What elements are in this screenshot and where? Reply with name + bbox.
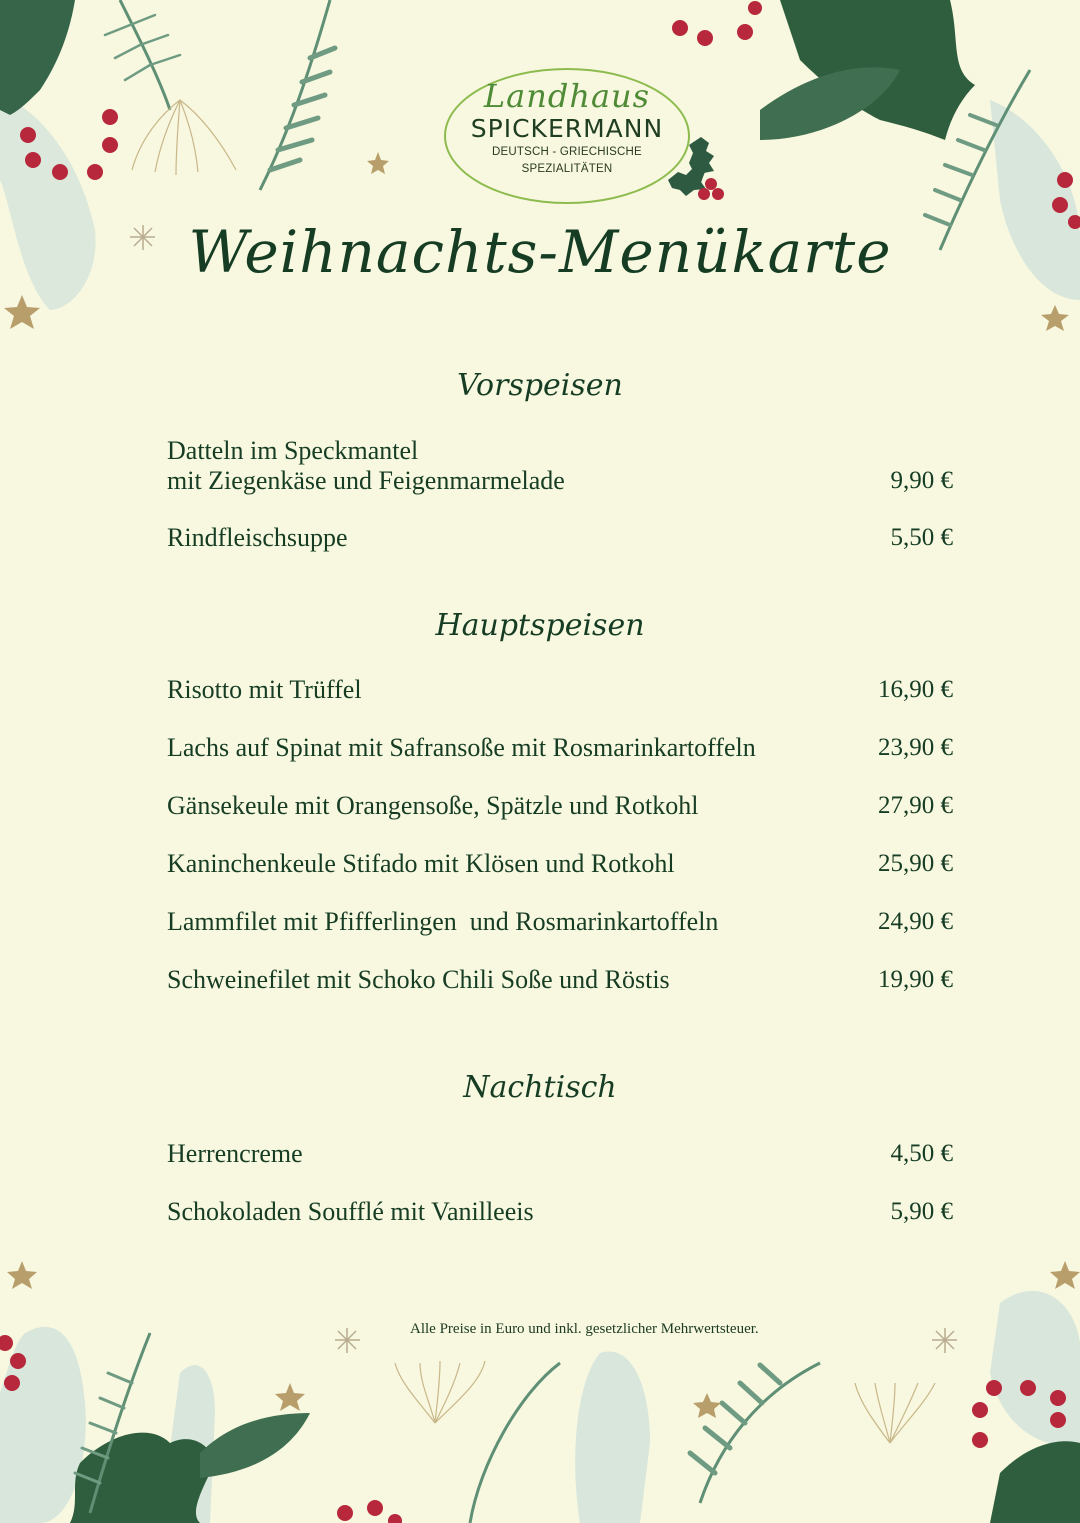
section-title-nachtisch: Nachtisch — [463, 1070, 617, 1105]
logo-brand-name: SPICKERMANN — [470, 114, 664, 143]
menu-item — [167, 523, 953, 553]
menu-title: Weihnachts-Menükarte — [188, 218, 892, 286]
menu-item — [167, 791, 953, 821]
item-price: 25,90 € — [878, 850, 953, 877]
item-name: Lachs auf Spinat mit Safransoße mit Rosmarinkartoffeln — [167, 733, 756, 762]
section-title-vorspeisen: Vorspeisen — [457, 368, 623, 403]
menu-item — [167, 733, 953, 763]
item-name: Herrencreme — [167, 1139, 303, 1168]
logo-subtitle-line1: DEUTSCH - GRIECHISCHE — [492, 146, 642, 158]
bottom-foliage-decoration — [0, 1243, 1080, 1523]
menu-item — [167, 965, 953, 995]
item-price: 24,90 € — [878, 908, 953, 935]
item-price: 27,90 € — [878, 792, 953, 819]
menu-item — [167, 907, 953, 937]
item-price: 5,90 € — [890, 1198, 953, 1225]
logo-script-text: Landhaus — [483, 77, 651, 115]
item-name: Gänsekeule mit Orangensoße, Spätzle und Rotkohl — [167, 791, 699, 820]
section-title-hauptspeisen: Hauptspeisen — [435, 608, 645, 643]
logo-subtitle-line2: SPEZIALITÄTEN — [521, 163, 613, 175]
menu-item — [167, 1197, 953, 1227]
item-price: 9,90 € — [890, 467, 953, 494]
item-name: Rindfleischsuppe — [167, 523, 348, 552]
menu-item — [167, 849, 953, 879]
item-name: Lammfilet mit Pfifferlingen und Rosmarinkartoffeln — [167, 907, 719, 936]
item-name: Schokoladen Soufflé mit Vanilleeis — [167, 1197, 534, 1226]
item-name-line1: Datteln im Speckmantel — [167, 436, 419, 465]
item-price: 5,50 € — [890, 524, 953, 551]
menu-item — [167, 1139, 953, 1169]
item-name: Risotto mit Trüffel — [167, 675, 362, 704]
restaurant-logo — [444, 68, 690, 204]
item-price: 23,90 € — [878, 734, 953, 761]
menu-item — [167, 675, 953, 705]
item-name: Kaninchenkeule Stifado mit Klösen und Rotkohl — [167, 849, 675, 878]
item-price: 4,50 € — [890, 1140, 953, 1167]
price-footnote: Alle Preise in Euro und inkl. gesetzlicher Mehrwertsteuer. — [410, 1321, 759, 1337]
item-price: 19,90 € — [878, 966, 953, 993]
holly-icon — [666, 132, 736, 202]
item-price: 16,90 € — [878, 676, 953, 703]
item-name-line2: mit Ziegenkäse und Feigenmarmelade — [167, 466, 565, 495]
menu-item — [167, 436, 953, 496]
item-name: Schweinefilet mit Schoko Chili Soße und Röstis — [167, 965, 670, 994]
